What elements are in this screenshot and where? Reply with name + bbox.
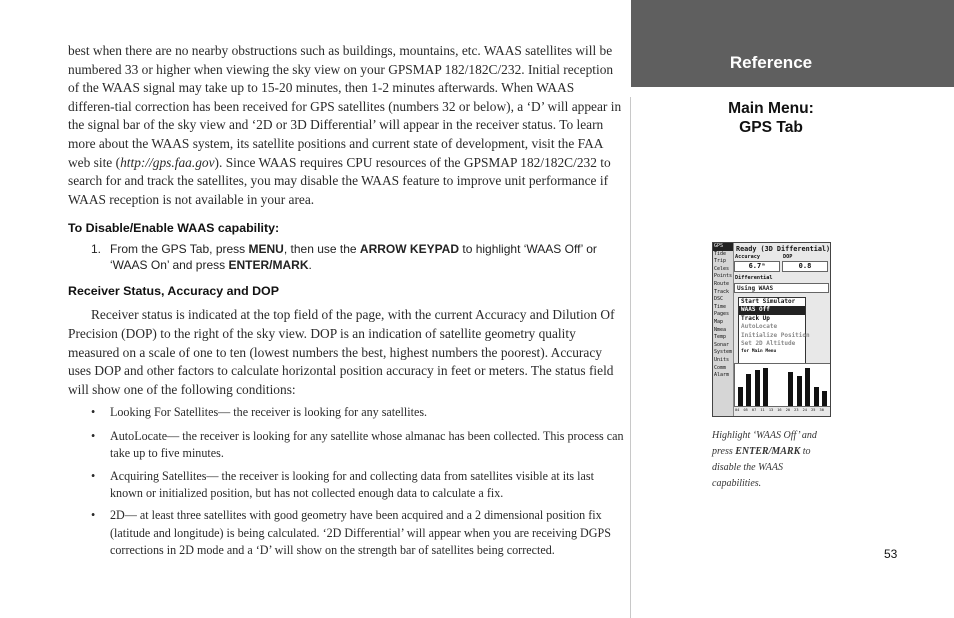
satellite-id: 04	[735, 408, 740, 412]
list-item: • 2D— at least three satellites with good geometry have been acquired and a 2 dimensional position fix (latitude and longitude) is being calculated. ‘2D Differential’ will appear when you are receiving DGPS corrections in 2D mode and a ‘D’ will show on the strength bar of satellites being corrected.	[91, 508, 611, 558]
satellite-id: 07	[751, 408, 757, 412]
device-tab[interactable]: Celes	[714, 265, 730, 272]
device-tab[interactable]: GPS	[713, 243, 733, 251]
page-number: 53	[884, 547, 898, 561]
enter-mark-key: ENTER/MARK	[228, 258, 309, 273]
satellite-id: 13	[768, 408, 774, 412]
column-divider	[630, 97, 631, 618]
signal-strength-bars	[734, 363, 831, 407]
device-tab[interactable]: Comm	[714, 364, 727, 371]
gps-page-screenshot	[712, 242, 831, 417]
section-title: Reference	[729, 53, 813, 72]
device-tab[interactable]: Map	[714, 318, 724, 325]
device-tab[interactable]: Trip	[714, 258, 727, 265]
device-tab[interactable]: Pages	[714, 311, 730, 318]
screenshot-caption: Highlight ‘WAAS Off’ and press ENTER/MARK to disable the WAAS capabilities.	[712, 430, 817, 489]
satellite-id: 20	[785, 408, 791, 412]
signal-bar	[755, 370, 760, 406]
device-tab[interactable]: Sonar	[714, 341, 730, 348]
list-item: • Looking For Satellites— the receiver is looking for any satellites.	[68, 404, 624, 421]
device-tab[interactable]: Tide	[714, 250, 727, 257]
device-tab[interactable]: Track	[714, 288, 730, 295]
device-tab[interactable]: DSC	[714, 296, 724, 303]
device-tab[interactable]: Alarm	[714, 372, 730, 379]
device-tab[interactable]: Nmea	[714, 326, 727, 333]
arrow-keypad-key: ARROW KEYPAD	[359, 242, 460, 257]
bullet-icon: •	[91, 468, 96, 483]
bullet-icon: •	[91, 428, 96, 443]
receiver-status: Ready (3D Differential)	[736, 245, 831, 253]
signal-bar	[788, 372, 793, 406]
page-title	[631, 99, 911, 137]
receiver-status-heading: Receiver Status, Accuracy and DOP	[68, 284, 279, 299]
dop-label: DOP	[783, 254, 793, 260]
differential-label: Differential	[735, 275, 773, 281]
menu-item[interactable]: AutoLocate	[741, 323, 778, 331]
intro-text: best when there are no nearby obstructions such as buildings, mountains, etc. WAAS satellites will be numbered 33 or higher when viewing the sky view on your GPSMAP 182/182C/232. Initial reception of the WAAS signal may take up to 15-20 minutes, then 1-2 minutes afterwards. When WAAS differen-tial correction has been received for GPS satellites (numbers 32 or below), a ‘D’ will appear in the signal bar of the sky view and ‘2D or 3D Differential’ will appear in the receiver status. To learn more about the WAAS system, its satellite positions and current state of development, visit the FAA web site (	[68, 43, 622, 170]
dop-value: 0.8	[782, 261, 828, 272]
list-item: • AutoLocate— the receiver is looking for any satellite whose almanac has been collected. This process can take up to five minutes.	[91, 428, 624, 461]
page-title-line-2: GPS Tab	[739, 119, 803, 136]
menu-item[interactable]: Start Simulator	[741, 298, 796, 305]
signal-bar	[746, 374, 751, 406]
satellite-id: 05	[743, 408, 748, 412]
signal-bar	[797, 376, 802, 406]
main-column	[68, 42, 624, 560]
device-tab[interactable]: Temp	[714, 334, 727, 341]
menu-item[interactable]: Initialize Position	[741, 331, 810, 339]
intro-end-text: ). Since WAAS requires CPU resources of the GPSMAP 182/182C/232 to search for and track the satellites, you may disable the WAAS feature to improve unit performance if WAAS reception is not available in your area.	[68, 154, 611, 207]
menu-item[interactable]: Set 2D Altitude	[741, 340, 796, 348]
device-tab[interactable]: Time	[714, 303, 727, 310]
options-menu	[738, 297, 810, 365]
satellite-id: 25	[811, 408, 816, 412]
accuracy-value: 6.7ᵐ	[734, 261, 780, 272]
disable-waas-heading: To Disable/Enable WAAS capability:	[68, 221, 280, 236]
device-tab[interactable]: System	[714, 349, 733, 356]
satellite-id: 11	[760, 408, 765, 412]
satellite-id-row	[734, 406, 829, 415]
menu-item[interactable]: WAAS Off	[739, 306, 805, 314]
bullet-icon: •	[91, 508, 96, 523]
signal-bar	[822, 391, 827, 406]
menu-item[interactable]: Track Up	[741, 314, 770, 322]
satellite-id: 30	[819, 408, 824, 412]
device-tab-list	[713, 243, 734, 416]
menu-key: MENU	[248, 242, 284, 257]
satellite-id: 16	[777, 408, 782, 412]
intro-paragraph	[68, 42, 624, 209]
step-number: 1.	[91, 242, 102, 257]
signal-bar	[738, 387, 743, 406]
satellite-id: 24	[802, 408, 807, 412]
list-item: • Acquiring Satellites— the receiver is looking for and collecting data from satellites visible at its last known or initialized position, but has not collected enough data to calculate a fix.	[91, 468, 594, 500]
signal-bar	[814, 387, 819, 406]
device-tab[interactable]: Units	[714, 356, 730, 363]
accuracy-label: Accuracy	[735, 254, 760, 260]
faa-link[interactable]: http://gps.faa.gov	[120, 154, 215, 170]
status-conditions-list	[68, 404, 624, 559]
menu-hint: for Main Menu	[741, 349, 777, 355]
caption-key: ENTER/MARK	[735, 446, 801, 457]
differential-value: Using WAAS	[734, 283, 829, 293]
device-tab[interactable]: Route	[714, 280, 730, 287]
device-tab[interactable]: Points	[714, 273, 733, 280]
status-paragraph: Receiver status is indicated at the top field of the page, with the current Accuracy and Dilution Of Precision (DOP) to the right of the sky view. DOP is an indication of satellite geometry quality measured on a scale of one to ten (lowest numbers the best, highest numbers the poorest). Accuracy uses DOP and other factors to calculate horizontal position accuracy in feet or meters. The status field will show one of the following conditions:	[68, 307, 615, 397]
reference-bar	[631, 0, 954, 87]
signal-bar	[763, 368, 768, 406]
bullet-icon: •	[91, 405, 96, 420]
step-1: 1. From the GPS Tab, press MENU, then use the ARROW KEYPAD to highlight ‘WAAS Off’ or ‘WAAS On’ and press ENTER/MARK.	[91, 242, 597, 273]
satellite-id: 23	[794, 408, 799, 412]
signal-bar	[805, 368, 810, 406]
page-title-line-1: Main Menu:	[728, 100, 814, 117]
